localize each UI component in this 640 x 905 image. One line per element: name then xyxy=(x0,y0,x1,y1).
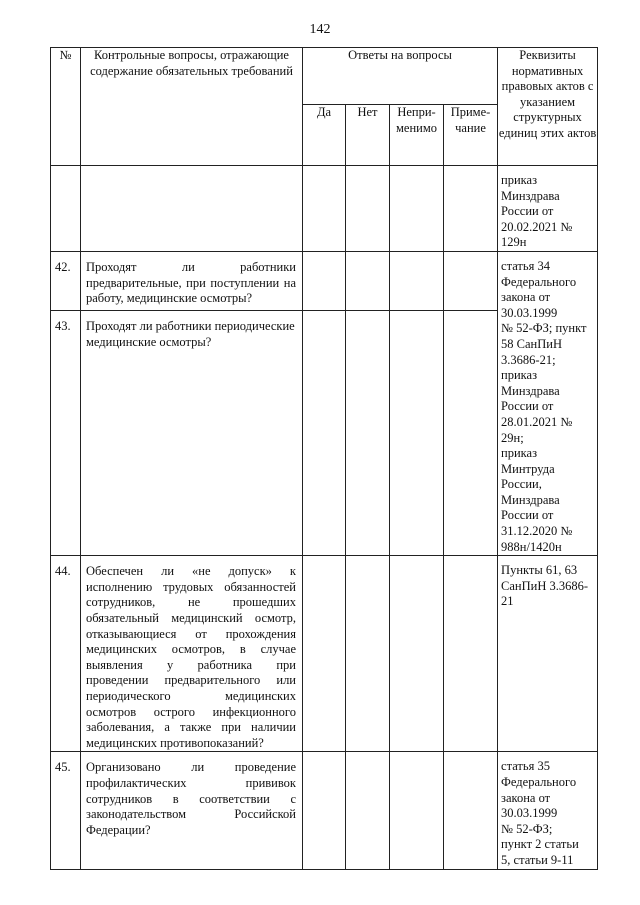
header-no: Нет xyxy=(346,105,390,166)
answer-yes-cell[interactable] xyxy=(303,556,346,752)
answer-not-applicable-cell[interactable] xyxy=(390,166,444,252)
answer-note-cell[interactable] xyxy=(444,556,498,752)
answer-no-cell[interactable] xyxy=(346,310,390,555)
header-row-1 xyxy=(51,48,598,105)
row-requisites: приказ Минздрава России от 20.02.2021 № 129н xyxy=(498,166,598,252)
answer-no-cell[interactable] xyxy=(346,166,390,252)
row-requisites: статья 34 Федерального закона от 30.03.1999 № 52-ФЗ; пункт 58 СанПиН 3.3686-21; приказ Минздрава России от 28.01.2021 № 29н; приказ Минтруда России, Минздрава России от 31.12.2020 № 988н/1420н xyxy=(498,251,598,555)
table-row xyxy=(51,556,598,752)
answer-note-cell[interactable] xyxy=(444,752,498,869)
table-row xyxy=(51,752,598,869)
row-number: 42. xyxy=(51,251,81,310)
checklist-table xyxy=(50,47,598,870)
header-not-applicable: Непри- менимо xyxy=(390,105,444,166)
answer-no-cell[interactable] xyxy=(346,752,390,869)
header-note: Приме- чание xyxy=(444,105,498,166)
answer-not-applicable-cell[interactable] xyxy=(390,310,444,555)
answer-yes-cell[interactable] xyxy=(303,310,346,555)
answer-no-cell[interactable] xyxy=(346,556,390,752)
answer-not-applicable-cell[interactable] xyxy=(390,752,444,869)
answer-note-cell[interactable] xyxy=(444,251,498,310)
row-question: Проходят ли работники периодические медицинские осмотры? xyxy=(81,310,303,555)
row-question xyxy=(81,166,303,252)
header-num: № xyxy=(51,48,81,166)
answer-not-applicable-cell[interactable] xyxy=(390,556,444,752)
answer-not-applicable-cell[interactable] xyxy=(390,251,444,310)
answer-note-cell[interactable] xyxy=(444,166,498,252)
row-number: 45. xyxy=(51,752,81,869)
table-row xyxy=(51,166,598,252)
answer-note-cell[interactable] xyxy=(444,310,498,555)
row-question: Обеспечен ли «не допуск» к исполнению трудовых обязанностей сотрудников, не прошедших обязательный медицинский осмотр, отказывающиеся от прохождения медицинских осмотров, в случае выявления у работника при проведении предварительного или периодического медицинских осмотров острого инфекционного заболевания, а также при наличии медицинских противопоказаний? xyxy=(81,556,303,752)
row-question: Организовано ли проведение профилактических прививок сотрудников в соответствии с законодательством Российской Федерации? xyxy=(81,752,303,869)
answer-no-cell[interactable] xyxy=(346,251,390,310)
header-yes: Да xyxy=(303,105,346,166)
table-row xyxy=(51,251,598,310)
header-answers-group: Ответы на вопросы xyxy=(303,48,498,105)
row-number: 43. xyxy=(51,310,81,555)
answer-yes-cell[interactable] xyxy=(303,752,346,869)
row-number xyxy=(51,166,81,252)
row-requisites: Пункты 61, 63 СанПиН 3.3686- 21 xyxy=(498,556,598,752)
header-requisites: Реквизиты нормативных правовых актов с указанием структурных единиц этих актов xyxy=(498,48,598,166)
answer-yes-cell[interactable] xyxy=(303,166,346,252)
answer-yes-cell[interactable] xyxy=(303,251,346,310)
row-question: Проходят ли работники предварительные, при поступлении на работу, медицинские осмотры? xyxy=(81,251,303,310)
row-number: 44. xyxy=(51,556,81,752)
row-requisites: статья 35 Федерального закона от 30.03.1999 № 52-ФЗ; пункт 2 статьи 5, статьи 9-11 xyxy=(498,752,598,869)
page-number: 142 xyxy=(309,22,331,37)
header-question: Контрольные вопросы, отражающие содержание обязательных требований xyxy=(81,48,303,166)
